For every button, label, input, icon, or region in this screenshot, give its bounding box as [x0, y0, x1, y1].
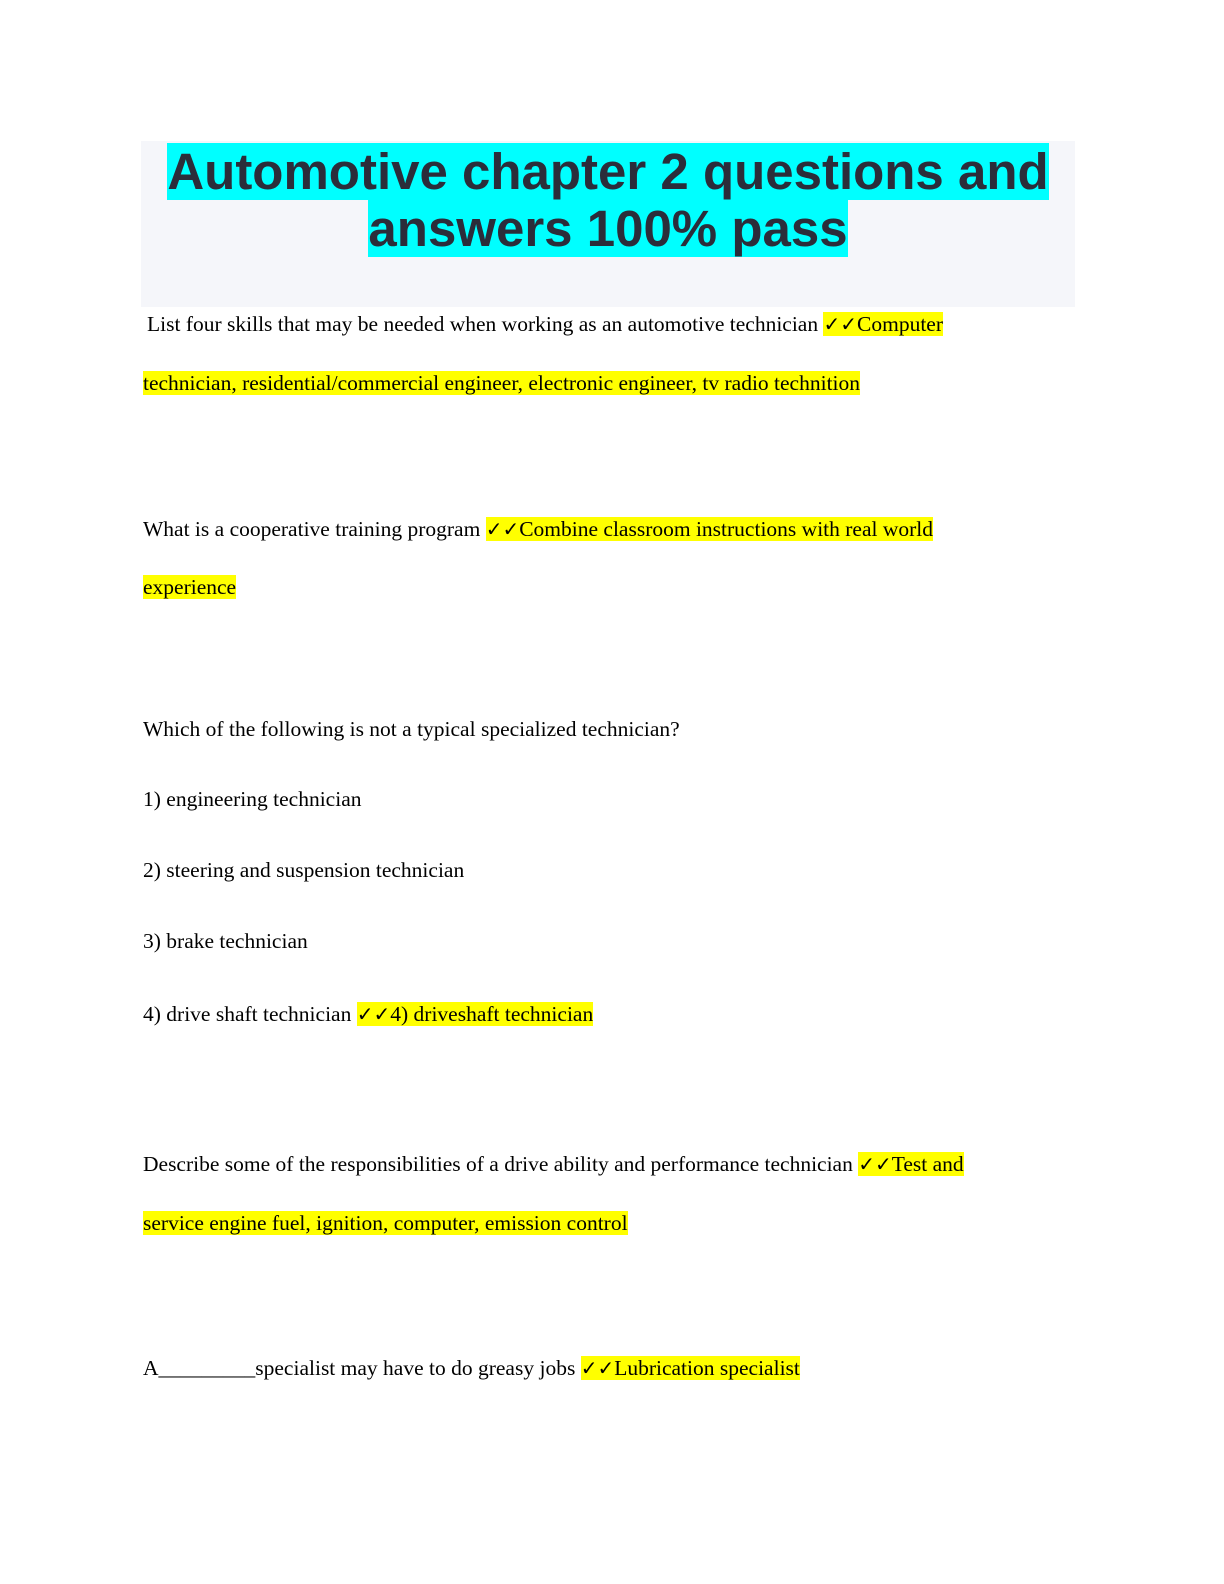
q1-question: List four skills that may be needed when working as an automotive technician	[147, 312, 824, 336]
q4-line-1	[143, 1135, 964, 1193]
q4-question: Describe some of the responsibilities of a drive ability and performance technician	[143, 1152, 859, 1176]
q3-question: Which of the following is not a typical specialized technician?	[143, 717, 680, 741]
q3-option-4-line	[143, 985, 593, 1043]
q1-answer-start: ✓✓Computer	[823, 312, 943, 336]
q3-option-1: 1) engineering technician	[143, 787, 362, 811]
document-title	[141, 141, 1075, 257]
q1-answer-cont: technician, residential/commercial engineer, electronic engineer, tv radio technition	[143, 371, 861, 395]
check-mark-icon: ✓✓	[823, 312, 857, 336]
q3-answer: ✓✓4) driveshaft technician	[356, 1002, 594, 1026]
q2-line-1	[143, 500, 933, 558]
q4-line-2	[143, 1194, 628, 1252]
q1-line-2	[143, 354, 860, 412]
q3-option-4: 4) drive shaft technician	[143, 1002, 357, 1026]
q5-answer: ✓✓Lubrication specialist	[580, 1356, 800, 1380]
check-mark-icon: ✓✓	[356, 1002, 391, 1026]
q2-answer-cont: experience	[143, 575, 237, 599]
q2-line-2	[143, 558, 236, 616]
q5-line	[143, 1339, 800, 1397]
q4-answer-start: ✓✓Test and	[858, 1152, 964, 1176]
q4-answer-cont: service engine fuel, ignition, computer, emission control	[143, 1211, 628, 1235]
q3-option-2: 2) steering and suspension technician	[143, 858, 465, 882]
check-mark-icon: ✓✓	[580, 1356, 615, 1380]
check-mark-icon: ✓✓	[485, 517, 520, 541]
q1-line-1	[147, 295, 943, 353]
title-box	[141, 141, 1075, 307]
q3-option-3: 3) brake technician	[143, 929, 308, 953]
title-line-1: Automotive chapter 2 questions and	[167, 143, 1049, 200]
q2-question: What is a cooperative training program	[143, 517, 486, 541]
title-line-2: answers 100% pass	[368, 200, 848, 257]
q5-question: A_________specialist may have to do greasy jobs	[143, 1356, 581, 1380]
q2-answer-start: ✓✓Combine classroom instructions with real world	[485, 517, 934, 541]
check-mark-icon: ✓✓	[858, 1152, 892, 1176]
